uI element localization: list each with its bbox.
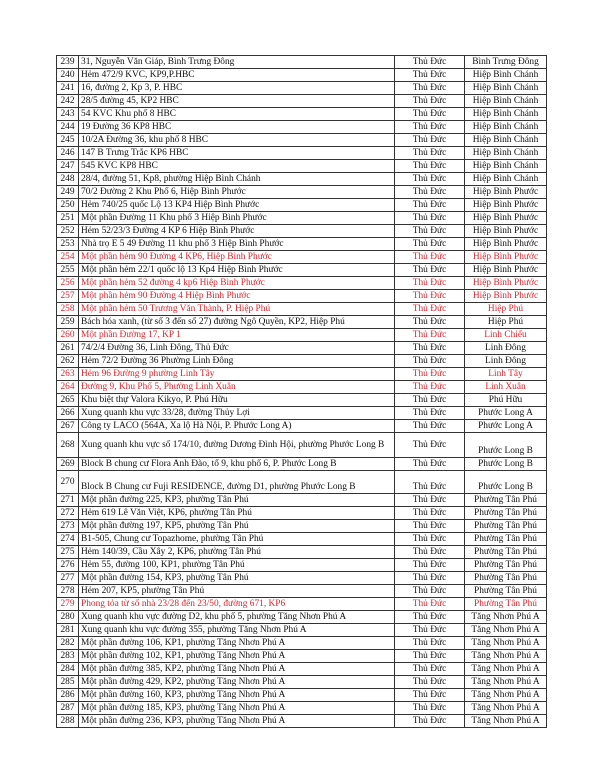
table-row: [57, 368, 547, 381]
row-number-cell: 249: [57, 186, 79, 199]
ward-cell: Tăng Nhơn Phú A: [465, 611, 547, 624]
table-row: [57, 663, 547, 676]
district-cell: Thủ Đức: [395, 520, 465, 533]
district-cell: Thủ Đức: [395, 56, 465, 69]
row-number-cell: 256: [57, 277, 79, 290]
table-row: [57, 56, 547, 69]
address-cell: 54 KVC Khu phố 8 HBC: [79, 108, 395, 121]
row-number-cell: 267: [57, 420, 79, 433]
table-row: [57, 316, 547, 329]
table-row: [57, 689, 547, 702]
ward-cell: Phường Tân Phú: [465, 494, 547, 507]
address-cell: Hẻm 207, KP5, phường Tân Phú: [79, 585, 395, 598]
ward-cell: Linh Đông: [465, 355, 547, 368]
row-number-cell: 239: [57, 56, 79, 69]
ward-cell: Linh Đông: [465, 342, 547, 355]
row-number-cell: 283: [57, 650, 79, 663]
table-row: [57, 69, 547, 82]
address-cell: Xung quanh khu vực số 174/10, đường Dương Đình Hội, phường Phước Long B: [79, 433, 395, 458]
address-cell: Đường 9, Khu Phố 5, Phường Linh Xuân: [79, 381, 395, 394]
table-row: [57, 160, 547, 173]
address-cell: Block B Chung cư Fuji RESIDENCE, đường D1, phường Phước Long B: [79, 471, 395, 494]
table-row: [57, 277, 547, 290]
ward-cell: Tăng Nhơn Phú A: [465, 715, 547, 728]
address-cell: Một phần đường 102, KP1, phường Tăng Nhơn Phú A: [79, 650, 395, 663]
row-number-cell: 286: [57, 689, 79, 702]
table-row: [57, 702, 547, 715]
district-cell: Thủ Đức: [395, 303, 465, 316]
row-number-cell: 281: [57, 624, 79, 637]
ward-cell: Hiệp Bình Phước: [465, 251, 547, 264]
ward-cell: Tăng Nhơn Phú A: [465, 676, 547, 689]
address-cell: 31, Nguyễn Văn Giáp, Bình Trưng Đông: [79, 56, 395, 69]
row-number-cell: 241: [57, 82, 79, 95]
row-number-cell: 255: [57, 264, 79, 277]
row-number-cell: 245: [57, 134, 79, 147]
address-cell: Phong tỏa từ số nhà 23/28 đến 23/50, đường 671, KP6: [79, 598, 395, 611]
district-cell: Thủ Đức: [395, 637, 465, 650]
ward-cell: Hiệp Bình Phước: [465, 290, 547, 303]
district-cell: Thủ Đức: [395, 173, 465, 186]
table-row: [57, 494, 547, 507]
row-number-cell: 243: [57, 108, 79, 121]
row-number-cell: 269: [57, 458, 79, 471]
district-cell: Thủ Đức: [395, 212, 465, 225]
row-number-cell: 284: [57, 663, 79, 676]
table-row: [57, 611, 547, 624]
address-cell: Hẻm 96 Đường 9 phường Linh Tây: [79, 368, 395, 381]
table-row: [57, 121, 547, 134]
ward-cell: Hiệp Bình Phước: [465, 277, 547, 290]
table-row: [57, 225, 547, 238]
address-cell: Bách hóa xanh, (từ số 3 đến số 27) đường Ngô Quyền, KP2, Hiệp Phú: [79, 316, 395, 329]
address-cell: Một phần đường 160, KP3, phường Tăng Nhơn Phú A: [79, 689, 395, 702]
district-cell: Thủ Đức: [395, 108, 465, 121]
address-cell: 74/2/4 Đường 36, Linh Đông, Thủ Đức: [79, 342, 395, 355]
district-cell: Thủ Đức: [395, 546, 465, 559]
row-number-cell: 271: [57, 494, 79, 507]
ward-cell: Tăng Nhơn Phú A: [465, 689, 547, 702]
district-cell: Thủ Đức: [395, 199, 465, 212]
address-cell: Một phần hẻm 90 Đường 4 KP6, Hiệp Bình Phước: [79, 251, 395, 264]
ward-cell: Tăng Nhơn Phú A: [465, 637, 547, 650]
ward-cell: Phường Tân Phú: [465, 572, 547, 585]
row-number-cell: 257: [57, 290, 79, 303]
district-cell: Thủ Đức: [395, 368, 465, 381]
row-number-cell: 287: [57, 702, 79, 715]
address-cell: Một phần đường 225, KP3, phường Tân Phú: [79, 494, 395, 507]
address-cell: 147 B Trưng Trắc KP6 HBC: [79, 147, 395, 160]
table-row: [57, 342, 547, 355]
district-cell: Thủ Đức: [395, 134, 465, 147]
address-cell: Xung quanh khu vực đường 355, phường Tăng Nhơn Phú A: [79, 624, 395, 637]
row-number-cell: 277: [57, 572, 79, 585]
address-cell: Hẻm 619 Lê Văn Việt, KP6, phường Tân Phú: [79, 507, 395, 520]
district-cell: Thủ Đức: [395, 160, 465, 173]
district-cell: Thủ Đức: [395, 95, 465, 108]
address-cell: 28/4, đường 51, Kp8, phường Hiệp Bình Chánh: [79, 173, 395, 186]
ward-cell: Tăng Nhơn Phú A: [465, 702, 547, 715]
address-cell: Block B chung cư Flora Anh Đào, tổ 9, khu phố 6, P. Phước Long B: [79, 458, 395, 471]
row-number-cell: 270: [57, 471, 79, 494]
address-cell: Hẻm 55, đường 100, KP1, phường Tân Phú: [79, 559, 395, 572]
table-row: [57, 238, 547, 251]
district-cell: Thủ Đức: [395, 702, 465, 715]
table-row: [57, 381, 547, 394]
table-row: [57, 251, 547, 264]
ward-cell: Phường Tân Phú: [465, 559, 547, 572]
ward-cell: Hiệp Bình Chánh: [465, 121, 547, 134]
address-cell: Hẻm 472/9 KVC, KP9,P.HBC: [79, 69, 395, 82]
row-number-cell: 276: [57, 559, 79, 572]
ward-cell: Tăng Nhơn Phú A: [465, 650, 547, 663]
row-number-cell: 265: [57, 394, 79, 407]
ward-cell: Phước Long B: [465, 458, 547, 471]
table-row: [57, 471, 547, 494]
district-cell: Thủ Đức: [395, 471, 465, 494]
ward-cell: Linh Chiểu: [465, 329, 547, 342]
row-number-cell: 253: [57, 238, 79, 251]
ward-cell: Hiệp Bình Phước: [465, 238, 547, 251]
ward-cell: Hiệp Bình Chánh: [465, 173, 547, 186]
ward-cell: Tăng Nhơn Phú A: [465, 624, 547, 637]
address-cell: Xung quanh khu vực 33/28, đường Thủy Lợi: [79, 407, 395, 420]
table-row: [57, 264, 547, 277]
table-row: [57, 95, 547, 108]
locations-table: [56, 55, 547, 728]
address-cell: Một phần hẻm 50 Trương Văn Thành, P. Hiệp Phú: [79, 303, 395, 316]
ward-cell: Phước Long B: [465, 471, 547, 494]
table-row: [57, 507, 547, 520]
address-cell: Một phần đường 429, KP2, phường Tăng Nhơn Phú A: [79, 676, 395, 689]
row-number-cell: 275: [57, 546, 79, 559]
address-cell: Hẻm 72/2 Đường 36 Phường Linh Đông: [79, 355, 395, 368]
address-cell: Một phần đường 385, KP2, phường Tăng Nhơn Phú A: [79, 663, 395, 676]
ward-cell: Hiệp Bình Chánh: [465, 160, 547, 173]
table-row: [57, 546, 547, 559]
district-cell: Thủ Đức: [395, 494, 465, 507]
district-cell: Thủ Đức: [395, 650, 465, 663]
row-number-cell: 247: [57, 160, 79, 173]
ward-cell: Hiệp Bình Chánh: [465, 95, 547, 108]
district-cell: Thủ Đức: [395, 624, 465, 637]
table-row: [57, 199, 547, 212]
district-cell: Thủ Đức: [395, 689, 465, 702]
row-number-cell: 261: [57, 342, 79, 355]
district-cell: Thủ Đức: [395, 433, 465, 458]
row-number-cell: 259: [57, 316, 79, 329]
address-cell: Hẻm 740/25 quốc Lộ 13 KP4 Hiệp Bình Phước: [79, 199, 395, 212]
table-row: [57, 559, 547, 572]
ward-cell: Tăng Nhơn Phú A: [465, 663, 547, 676]
table-row: [57, 303, 547, 316]
district-cell: Thủ Đức: [395, 676, 465, 689]
table-row: [57, 407, 547, 420]
row-number-cell: 285: [57, 676, 79, 689]
ward-cell: Hiệp Bình Phước: [465, 225, 547, 238]
table-row: [57, 147, 547, 160]
row-number-cell: 273: [57, 520, 79, 533]
ward-cell: Hiệp Phú: [465, 303, 547, 316]
ward-cell: Bình Trưng Đông: [465, 56, 547, 69]
address-cell: 545 KVC KP8 HBC: [79, 160, 395, 173]
district-cell: Thủ Đức: [395, 507, 465, 520]
ward-cell: Hiệp Bình Chánh: [465, 69, 547, 82]
district-cell: Thủ Đức: [395, 407, 465, 420]
table-row: [57, 173, 547, 186]
row-number-cell: 280: [57, 611, 79, 624]
table-row: [57, 572, 547, 585]
table-row: [57, 715, 547, 728]
locations-table-body: [57, 56, 547, 728]
district-cell: Thủ Đức: [395, 251, 465, 264]
row-number-cell: 263: [57, 368, 79, 381]
row-number-cell: 266: [57, 407, 79, 420]
table-row: [57, 329, 547, 342]
ward-cell: Hiệp Bình Phước: [465, 186, 547, 199]
table-row: [57, 290, 547, 303]
district-cell: Thủ Đức: [395, 394, 465, 407]
ward-cell: Phường Tân Phú: [465, 546, 547, 559]
address-cell: 70/2 Đường 2 Khu Phố 6, Hiệp Bình Phước: [79, 186, 395, 199]
row-number-cell: 242: [57, 95, 79, 108]
district-cell: Thủ Đức: [395, 121, 465, 134]
table-row: [57, 186, 547, 199]
district-cell: Thủ Đức: [395, 264, 465, 277]
district-cell: Thủ Đức: [395, 458, 465, 471]
row-number-cell: 250: [57, 199, 79, 212]
ward-cell: Hiệp Bình Chánh: [465, 108, 547, 121]
ward-cell: Linh Tây: [465, 368, 547, 381]
address-cell: Xung quanh khu vực đường D2, khu phố 5, phường Tăng Nhơn Phú A: [79, 611, 395, 624]
address-cell: Một phần hẻm 22/1 quốc lộ 13 Kp4 Hiệp Bình Phước: [79, 264, 395, 277]
address-cell: Một phần hẻm 90 Đường 4 Hiệp Bình Phước: [79, 290, 395, 303]
row-number-cell: 272: [57, 507, 79, 520]
address-cell: 28/5 đường 45, KP2 HBC: [79, 95, 395, 108]
table-row: [57, 394, 547, 407]
table-row: [57, 520, 547, 533]
address-cell: Một phần Đường 17, KP 1: [79, 329, 395, 342]
district-cell: Thủ Đức: [395, 611, 465, 624]
address-cell: Một phần hẻm 52 đường 4 kp6 Hiệp Bình Phước: [79, 277, 395, 290]
row-number-cell: 248: [57, 173, 79, 186]
row-number-cell: 282: [57, 637, 79, 650]
district-cell: Thủ Đức: [395, 420, 465, 433]
table-row: [57, 650, 547, 663]
address-cell: 16, đường 2, Kp 3, P. HBC: [79, 82, 395, 95]
district-cell: Thủ Đức: [395, 225, 465, 238]
row-number-cell: 252: [57, 225, 79, 238]
address-cell: Một phần Đường 11 Khu phố 3 Hiệp Bình Phước: [79, 212, 395, 225]
ward-cell: Phước Long A: [465, 420, 547, 433]
row-number-cell: 268: [57, 433, 79, 458]
district-cell: Thủ Đức: [395, 559, 465, 572]
address-cell: Công ty LACO (564A, Xa lộ Hà Nội, P. Phước Long A): [79, 420, 395, 433]
row-number-cell: 288: [57, 715, 79, 728]
table-row: [57, 212, 547, 225]
ward-cell: Phước Long A: [465, 407, 547, 420]
table-row: [57, 637, 547, 650]
address-cell: 10/2A Đường 36, khu phố 8 HBC: [79, 134, 395, 147]
ward-cell: Linh Xuân: [465, 381, 547, 394]
address-cell: Một phần đường 236, KP3, phường Tăng Nhơn Phú A: [79, 715, 395, 728]
ward-cell: Hiệp Bình Phước: [465, 264, 547, 277]
table-row: [57, 598, 547, 611]
district-cell: Thủ Đức: [395, 715, 465, 728]
address-cell: Một phần đường 197, KP5, phường Tân Phú: [79, 520, 395, 533]
row-number-cell: 279: [57, 598, 79, 611]
district-cell: Thủ Đức: [395, 585, 465, 598]
table-row: [57, 433, 547, 458]
table-row: [57, 108, 547, 121]
ward-cell: Phường Tân Phú: [465, 598, 547, 611]
table-row: [57, 533, 547, 546]
row-number-cell: 258: [57, 303, 79, 316]
district-cell: Thủ Đức: [395, 355, 465, 368]
row-number-cell: 278: [57, 585, 79, 598]
ward-cell: Hiệp Phú: [465, 316, 547, 329]
district-cell: Thủ Đức: [395, 82, 465, 95]
district-cell: Thủ Đức: [395, 663, 465, 676]
table-row: [57, 676, 547, 689]
ward-cell: Hiệp Bình Phước: [465, 199, 547, 212]
table-row: [57, 420, 547, 433]
address-cell: Một phần đường 154, KP3, phường Tân Phú: [79, 572, 395, 585]
ward-cell: Hiệp Bình Chánh: [465, 82, 547, 95]
row-number-cell: 246: [57, 147, 79, 160]
district-cell: Thủ Đức: [395, 69, 465, 82]
ward-cell: Hiệp Bình Chánh: [465, 147, 547, 160]
table-row: [57, 585, 547, 598]
row-number-cell: 262: [57, 355, 79, 368]
table-row: [57, 134, 547, 147]
address-cell: Một phần đường 106, KP1, phường Tăng Nhơn Phú A: [79, 637, 395, 650]
table-row: [57, 82, 547, 95]
row-number-cell: 260: [57, 329, 79, 342]
address-cell: Một phần đường 185, KP3, phường Tăng Nhơn Phú A: [79, 702, 395, 715]
address-cell: Hẻm 140/39, Cầu Xây 2, KP6, phường Tân Phú: [79, 546, 395, 559]
ward-cell: Phú Hữu: [465, 394, 547, 407]
district-cell: Thủ Đức: [395, 329, 465, 342]
district-cell: Thủ Đức: [395, 342, 465, 355]
row-number-cell: 240: [57, 69, 79, 82]
address-cell: Hẻm 52/23/3 Đường 4 KP 6 Hiệp Bình Phước: [79, 225, 395, 238]
district-cell: Thủ Đức: [395, 147, 465, 160]
table-row: [57, 355, 547, 368]
ward-cell: Phước Long B: [465, 433, 547, 458]
district-cell: Thủ Đức: [395, 381, 465, 394]
district-cell: Thủ Đức: [395, 186, 465, 199]
district-cell: Thủ Đức: [395, 572, 465, 585]
district-cell: Thủ Đức: [395, 290, 465, 303]
table-row: [57, 624, 547, 637]
address-cell: B1-505, Chung cư Topazhome, phường Tân Phú: [79, 533, 395, 546]
address-cell: 19 Đường 36 KP8 HBC: [79, 121, 395, 134]
row-number-cell: 251: [57, 212, 79, 225]
ward-cell: Phường Tân Phú: [465, 520, 547, 533]
ward-cell: Phường Tân Phú: [465, 533, 547, 546]
district-cell: Thủ Đức: [395, 533, 465, 546]
district-cell: Thủ Đức: [395, 316, 465, 329]
table-row: [57, 458, 547, 471]
ward-cell: Hiệp Bình Phước: [465, 212, 547, 225]
row-number-cell: 274: [57, 533, 79, 546]
ward-cell: Hiệp Bình Chánh: [465, 134, 547, 147]
address-cell: Nhà trọ E 5 49 Đường 11 khu phố 3 Hiệp Bình Phước: [79, 238, 395, 251]
row-number-cell: 254: [57, 251, 79, 264]
ward-cell: Phường Tân Phú: [465, 507, 547, 520]
ward-cell: Phường Tân Phú: [465, 585, 547, 598]
row-number-cell: 244: [57, 121, 79, 134]
district-cell: Thủ Đức: [395, 277, 465, 290]
district-cell: Thủ Đức: [395, 598, 465, 611]
address-cell: Khu biệt thự Valora Kikyo, P. Phú Hữu: [79, 394, 395, 407]
row-number-cell: 264: [57, 381, 79, 394]
district-cell: Thủ Đức: [395, 238, 465, 251]
